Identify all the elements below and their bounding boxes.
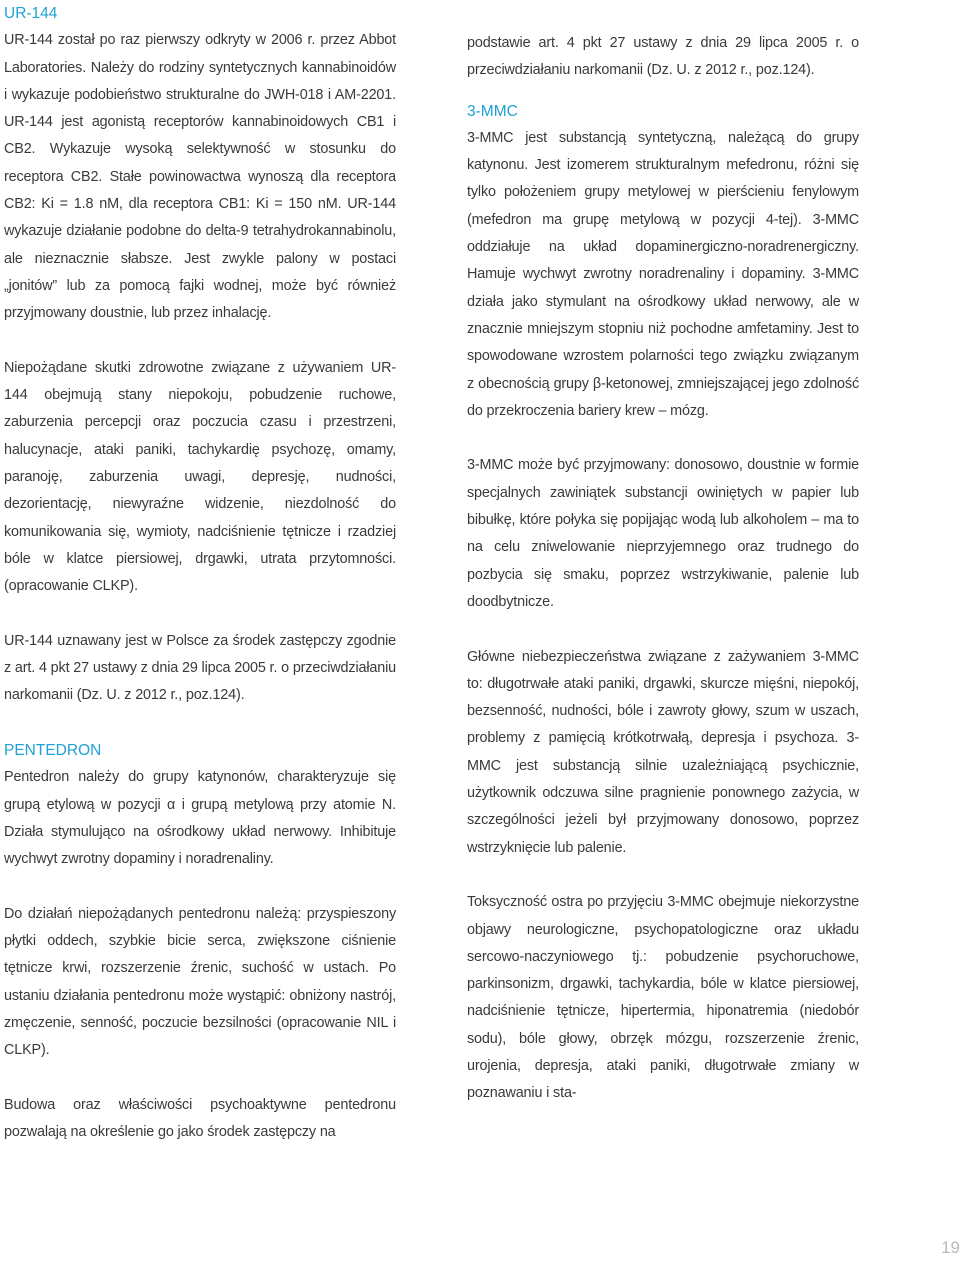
page-number: 19 — [941, 1238, 960, 1257]
ur144-legal-status: UR-144 uznawany jest w Polsce za środek zastępczy zgodnie z art. 4 pkt 27 ustawy z dnia 29 lipca 2005 r. o przeciwdziałaniu narkomanii (Dz. U. z 2012 r., poz.124). — [4, 632, 396, 704]
pentedron-side-effects: Do działań niepożądanych pentedronu należą: przyspieszony płytki oddech, szybkie bicie serca, zwiększone ciśnienie tętnicze krwi, rozszerzenie źrenic, suchość w ustach. Po ustaniu działania pentedronu może wystąpić: obniżony nastrój, zmęczenie, senność, poczucie bezsilności (opracowanie NIL i CLKP). — [4, 905, 396, 1059]
ur144-description: UR-144 został po raz pierwszy odkryty w 2006 r. przez Abbot Laboratories. Należy do rodziny syntetycznych kannabinoidów i wykazuje podobieństwo strukturalne do JWH-018 i AM-2201. UR-144 jest agonistą receptorów kannabinoidowych CB1 i CB2. Wykazuje wysoką selektywność w stosunku do receptora CB2. Stałe powinowactwa wynoszą dla receptora CB2: Ki = 1.8 nM, dla receptora CB1: Ki = 150 nM. UR-144 wykazuje działanie podobne do delta-9 tetrahydrokannabinolu, ale nieznacznie słabsze. Jest zwykle palony w postaci „jonitów” lub za pomocą fajki wodnej, może być również przyjmowany doustnie, lub przez inhalację. — [4, 32, 396, 322]
ur144-heading: UR-144 — [4, 5, 58, 22]
mmc-description: 3-MMC jest substancją syntetyczną, należącą do grupy katynonu. Jest izomerem strukturalnym mefedronu, różni się tylko położeniem grupy metylowej w pierścieniu fenylowym (mefedron ma grupę metylową w pozycji 4-tej). 3-MMC oddziałuje na układ dopaminergiczno-noradrenergiczny. Hamuje wychwyt zwrotny noradrenaliny i dopaminy. 3-MMC działa jako stymulant na ośrodkowy układ nerwowy, ale w znacznie mniejszym stopniu niż pochodne amfetaminy. Jest to spowodowane wzrostem polarności tego związku związanym z obecnością grupy β-ketonowej, zmniejszającej jego zdolność do przekroczenia bariery krew – mózg. — [467, 129, 859, 419]
pentedron-legal-continued: podstawie art. 4 pkt 27 ustawy z dnia 29 lipca 2005 r. o przeciwdziałaniu narkomanii (Dz. U. z 2012 r., poz.124). — [467, 35, 859, 79]
left-column — [4, 0, 396, 1174]
mmc-heading: 3-MMC — [467, 102, 518, 120]
pentedron-legal-status: Budowa oraz właściwości psychoaktywne pentedronu pozwalają na określenie go jako środek zastępczy na — [4, 1096, 396, 1141]
right-column — [467, 30, 859, 1135]
mmc-dangers: Główne niebezpieczeństwa związane z zażywaniem 3-MMC to: długotrwałe ataki paniki, drgawki, skurcze mięśni, niepokój, bezsenność, nudności, bóle i zawroty głowy, szum w uszach, problemy z pamięcią krótkotrwałą, depresja i psychoza. 3-MMC jest substancją silnie uzależniającą psychicznie, użytkownik odczuwa silne pragnienie ponownego zażycia, w szczególności jeżeli był przyjmowany donosowo, poprzez wstrzyknięcie lub palenie. — [467, 648, 859, 856]
ur144-side-effects: Niepożądane skutki zdrowotne związane z używaniem UR-144 obejmują stany niepokoju, pobudzenie ruchowe, zaburzenia percepcji oraz poczucia czasu i przestrzeni, halucynacje, ataki paniki, tachykardię psychozę, omamy, paranoję, zaburzenia uwagi, depresję, nudności, dezorientację, niewyraźne widzenie, niezdolność do komunikowania się, wymioty, nadciśnienie tętnicze i rzadziej bóle w klatce piersiowej, drgawki, utrata przytomności. (opracowanie CLKP). — [4, 359, 396, 595]
mmc-toxicity: Toksyczność ostra po przyjęciu 3-MMC obejmuje niekorzystne objawy neurologiczne, psychopatologiczne oraz układu sercowo-naczyniowego tj.: pobudzenie psychoruchowe, parkinsonizm, drgawki, tachykardia, bóle w klatce piersiowej, nadciśnienie tętnicze, hipertermia, hiponatremia (niedobór sodu), bóle głowy, obrzęk mózgu, rozszerzenie źrenic, urojenia, depresja, ataki paniki, długotrwałe zmiany w poznawaniu i sta- — [467, 894, 859, 1102]
pentedron-description: Pentedron należy do grupy katynonów, charakteryzuje się grupą etylową w pozycji α i grupą metylową przy atomie N. Działa stymulująco na ośrodkowy układ nerwowy. Inhibituje wychwyt zwrotny dopaminy i noradrenaliny. — [4, 769, 396, 868]
pentedron-heading: PENTEDRON — [4, 742, 102, 760]
mmc-administration: 3-MMC może być przyjmowany: donosowo, doustnie w formie specjalnych zawiniątek substancji owiniętych w papier lub bibułkę, które połyka się popijając wodą lub alkoholem – ma to na celu zniwelowanie nieprzyjemnego oraz trudnego do pozbycia się smaku, poprzez wstrzykiwanie, palenie lub doodbytnicze. — [467, 457, 859, 610]
